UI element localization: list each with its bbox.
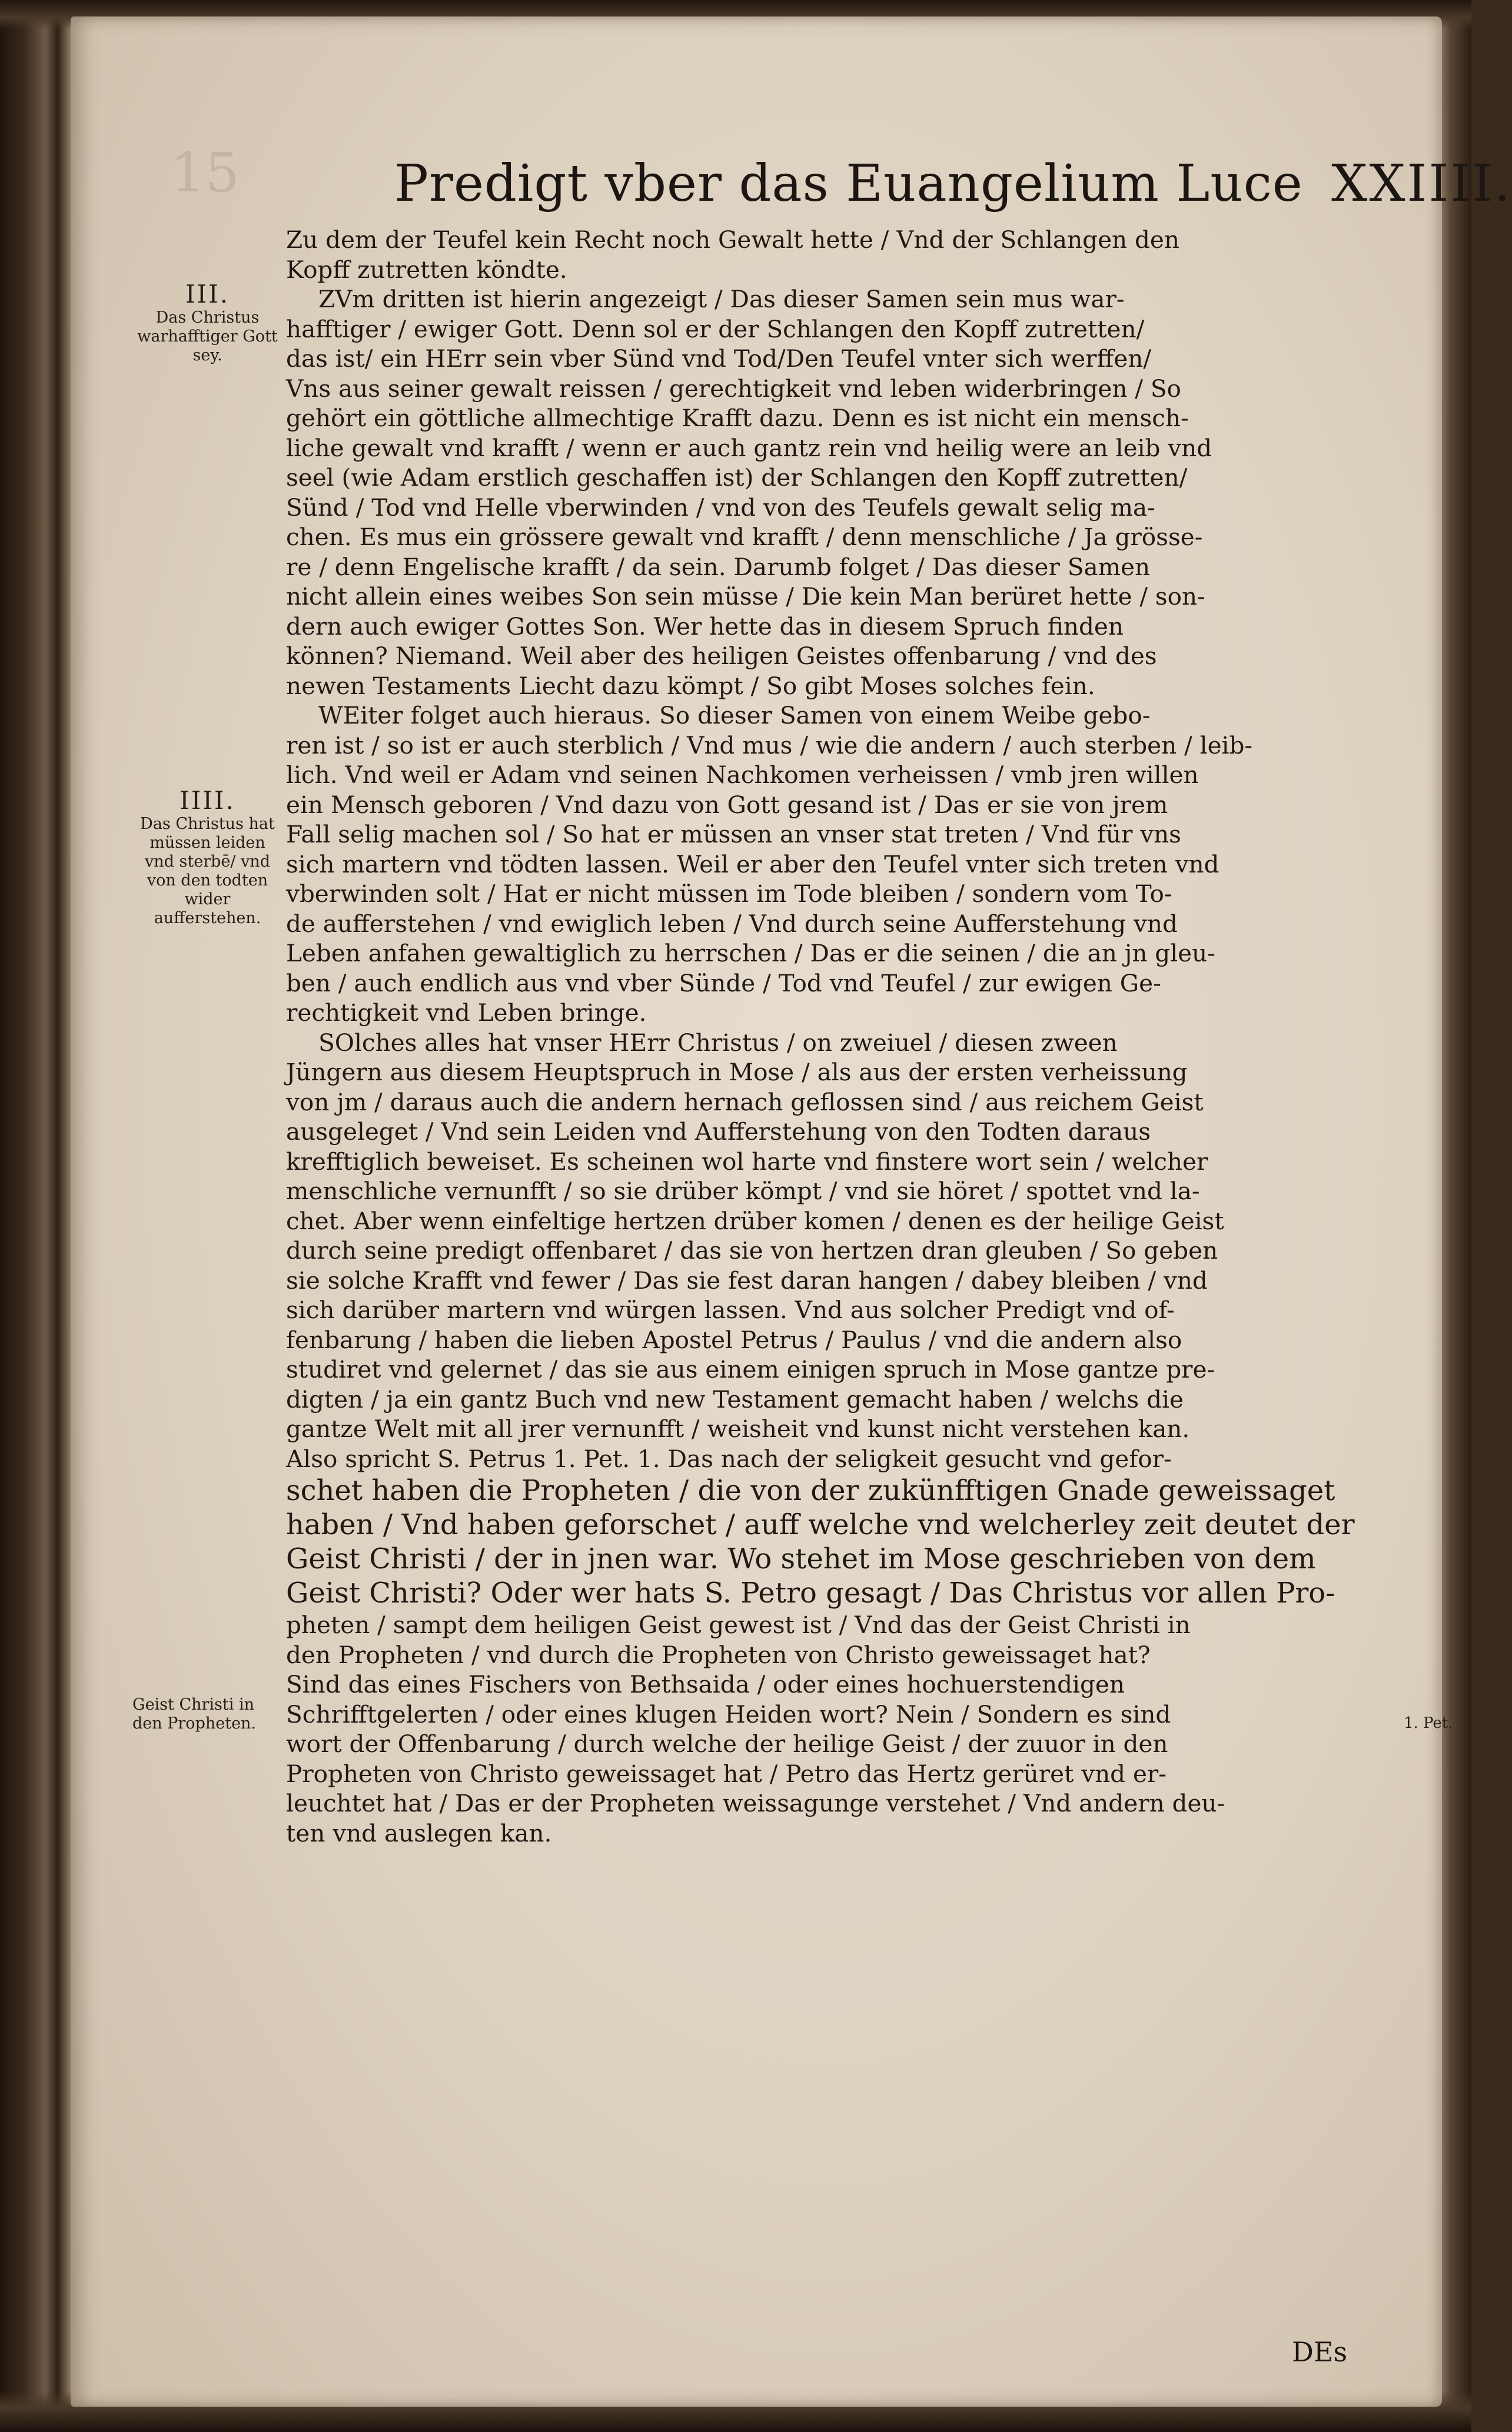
book-edge-left [0,0,82,2432]
text-line: ZVm dritten ist hierin angezeigt / Das dieser Samen sein mus war- [318,285,1125,313]
margin-note-text: Das Christus warhafftiger Gott sey. [137,308,278,364]
margin-note-text: Das Christus hat müssen leiden vnd sterbē/ vnd von den todten wider aufferstehen. [140,815,275,927]
text-line: wort der Offenbarung / durch welche der heilige Geist / der zuuor in den [286,1730,1168,1758]
text-line: den Propheten / vnd durch die Propheten von Christo geweissaget hat? [286,1640,1151,1669]
text-line: leuchtet hat / Das er der Propheten weissagunge verstehet / Vnd andern deu- [286,1789,1225,1817]
body-text [286,225,1398,1848]
text-line: Kopff zutretten köndte. [286,255,567,284]
text-line: Sünd / Tod vnd Helle vberwinden / vnd von des Teufels gewalt selig ma- [286,493,1155,522]
text-line: chet. Aber wenn einfeltige hertzen drüber komen / denen es der heilige Geist [286,1206,1224,1235]
chapter-number: XXIIII. [1331,154,1512,213]
text-line: Fall selig machen sol / So hat er müssen an vnser stat treten / Vnd für vns [286,820,1181,848]
side-reference: 1. Pet. [1404,1714,1453,1732]
text-line: nicht allein eines weibes Son sein müsse / Die kein Man berüret hette / son- [286,582,1205,611]
text-line: haben / Vnd haben geforschet / auff welche vnd welcherley zeit deutet der [286,1508,1355,1541]
catchword: DEs [1292,2336,1348,2368]
bleed-through-page-number: 15 [171,141,240,204]
text-line: das ist/ ein HErr sein vber Sünd vnd Tod/Den Teufel vnter sich werffen/ [286,344,1151,373]
text-line: newen Testaments Liecht dazu kömpt / So gibt Moses solches fein. [286,671,1095,700]
text-line: hafftiger / ewiger Gott. Denn sol er der Schlangen den Kopff zutretten/ [286,314,1145,343]
text-line: Zu dem der Teufel kein Recht noch Gewalt hette / Vnd der Schlangen den [286,225,1179,254]
text-line: Geist Christi? Oder wer hats S. Petro gesagt / Das Christus vor allen Pro- [286,1577,1335,1610]
text-line: Geist Christi / der in jnen war. Wo stehet im Mose geschrieben von dem [286,1542,1316,1575]
text-line: rechtigkeit vnd Leben bringe. [286,998,647,1027]
text-line: Leben anfahen gewaltiglich zu herrschen / Das er die seinen / die an jn gleu- [286,939,1215,967]
text-line: Sind das eines Fischers von Bethsaida / oder eines hochuerstendigen [286,1670,1125,1698]
text-line: krefftiglich beweiset. Es scheinen wol harte vnd finstere wort sein / welcher [286,1147,1208,1176]
text-line: WEiter folget auch hieraus. So dieser Samen von einem Weibe gebo- [318,701,1151,729]
text-line: gehört ein göttliche allmechtige Krafft dazu. Denn es ist nicht ein mensch- [286,404,1189,432]
text-line: ausgeleget / Vnd sein Leiden vnd Aufferstehung von den Todten daraus [286,1117,1151,1146]
margin-note-text: Geist Christi in den Propheten. [132,1696,257,1733]
text-line: Vns aus seiner gewalt reissen / gerechtigkeit vnd leben widerbringen / So [286,374,1181,403]
text-line: dern auch ewiger Gottes Son. Wer hette das in diesem Spruch finden [286,612,1124,641]
text-line: pheten / sampt dem heiligen Geist gewest ist / Vnd das der Geist Christi in [286,1611,1191,1639]
margin-note-three [132,281,283,365]
text-line: ein Mensch geboren / Vnd dazu von Gott gesand ist / Das er sie von jrem [286,790,1168,819]
text-line: vberwinden solt / Hat er nicht müssen im Tode bleiben / sondern vom To- [286,880,1172,908]
text-line: ten vnd auslegen kan. [286,1819,552,1847]
text-line: können? Niemand. Weil aber des heiligen Geistes offenbarung / vnd des [286,642,1157,670]
text-line: sich martern vnd tödten lassen. Weil er aber den Teufel vnter sich treten vnd [286,850,1219,878]
text-line: menschliche vernunfft / so sie drüber kömpt / vnd sie höret / spottet vnd la- [286,1177,1200,1205]
text-line: Jüngern aus diesem Heuptspruch in Mose / als aus der ersten verheissung [286,1058,1188,1086]
text-line: durch seine predigt offenbaret / das sie von hertzen dran gleuben / So geben [286,1236,1218,1265]
text-line: Also spricht S. Petrus 1. Pet. 1. Das nach der seligkeit gesucht vnd gefor- [286,1444,1172,1473]
running-head-title: Predigt vber das Euangelium Luce [394,154,1303,213]
text-line: sich darüber martern vnd würgen lassen. Vnd aus solcher Predigt vnd of- [286,1296,1175,1324]
running-head [394,154,1512,213]
text-line: lich. Vnd weil er Adam vnd seinen Nachkomen verheissen / vmb jren willen [286,761,1199,789]
margin-note-geist-christi [132,1696,283,1733]
margin-note-number: III. [185,280,230,308]
text-line: liche gewalt vnd krafft / wenn er auch gantz rein vnd heilig were an leib vnd [286,433,1212,462]
text-line: re / denn Engelische krafft / da sein. Darumb folget / Das dieser Samen [286,552,1151,581]
text-line: de aufferstehen / vnd ewiglich leben / Vnd durch seine Aufferstehung vnd [286,909,1178,938]
text-line: sie solche Krafft vnd fewer / Das sie fest daran hangen / dabey bleiben / vnd [286,1266,1208,1295]
text-line: studiret vnd gelernet / das sie aus einem einigen spruch in Mose gantze pre- [286,1355,1215,1383]
text-line: fenbarung / haben die lieben Apostel Petrus / Paulus / vnd die andern also [286,1325,1182,1354]
text-line: Schrifftgelerten / oder eines klugen Heiden wort? Nein / Sondern es sind [286,1700,1171,1728]
text-line: gantze Welt mit all jrer vernunfft / weisheit vnd kunst nicht verstehen kan. [286,1415,1190,1443]
margin-note-number: IIII. [180,786,235,815]
margin-note-four [132,788,283,928]
text-line: digten / ja ein gantz Buch vnd new Testament gemacht haben / welchs die [286,1385,1184,1414]
text-line: ben / auch endlich aus vnd vber Sünde / Tod vnd Teufel / zur ewigen Ge- [286,968,1161,997]
text-line: SOlches alles hat vnser HErr Christus / on zweiuel / diesen zween [318,1028,1118,1057]
text-line: seel (wie Adam erstlich geschaffen ist) der Schlangen den Kopff zutretten/ [286,463,1188,492]
text-line: chen. Es mus ein grössere gewalt vnd krafft / denn menschliche / Ja grösse- [286,523,1203,551]
text-line: schet haben die Propheten / die von der zukünfftigen Gnade geweissaget [286,1474,1335,1507]
text-line: von jm / daraus auch die andern hernach geflossen sind / aus reichem Geist [286,1087,1204,1116]
text-line: ren ist / so ist er auch sterblich / Vnd mus / wie die andern / auch sterben / leib- [286,731,1253,759]
text-line: Propheten von Christo geweissaget hat / Petro das Hertz gerüret vnd er- [286,1759,1167,1788]
